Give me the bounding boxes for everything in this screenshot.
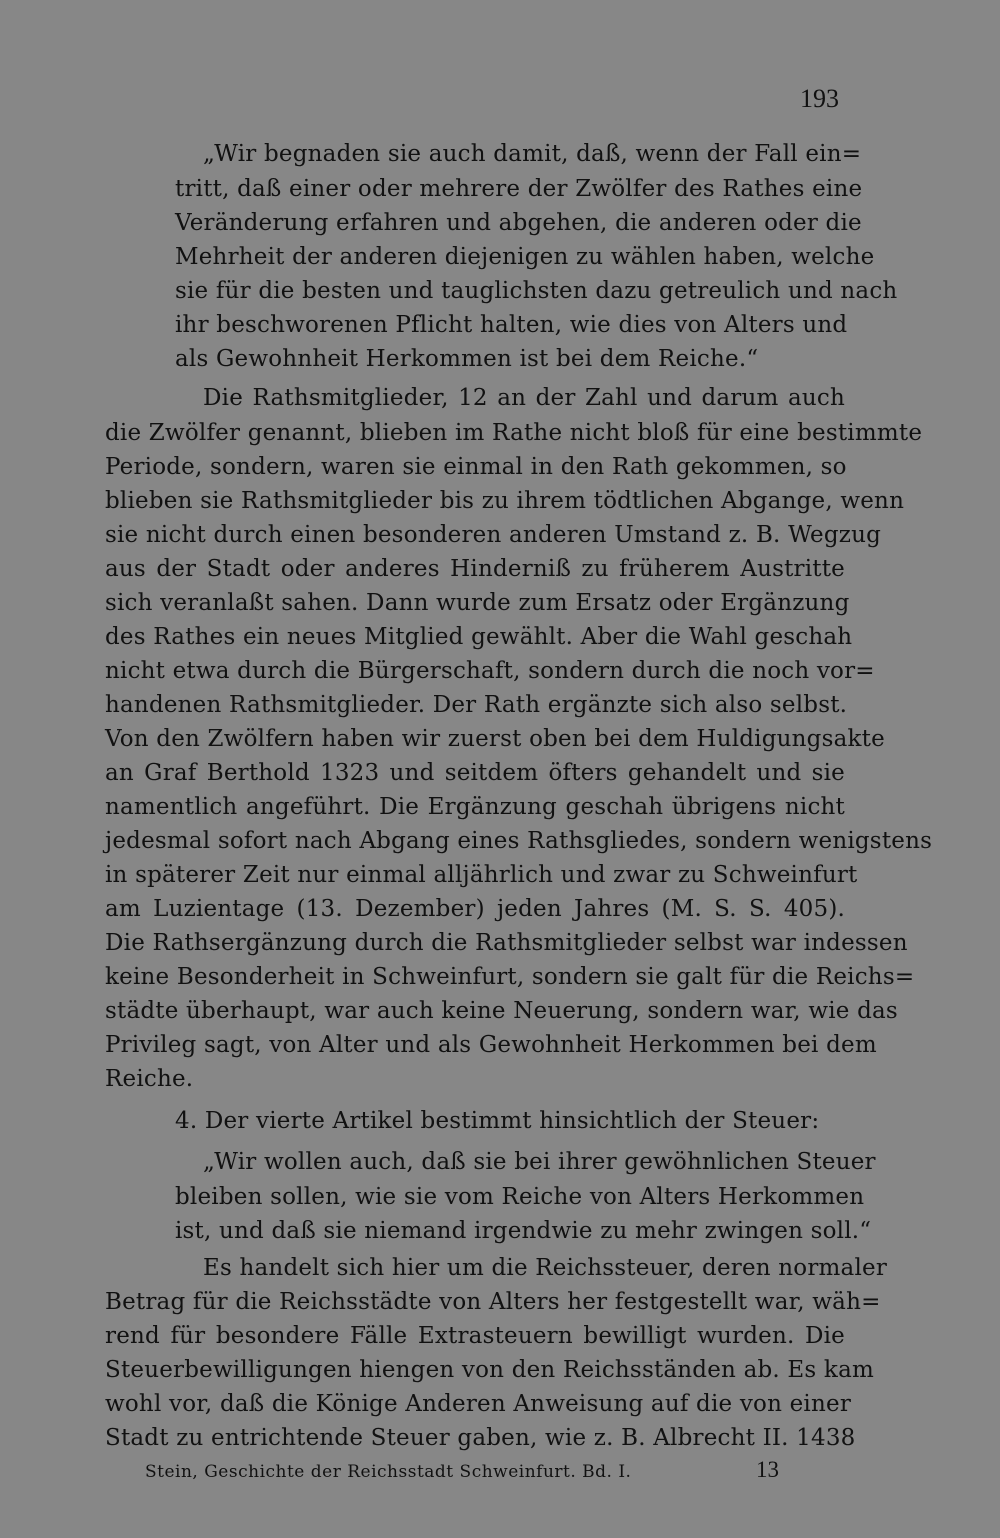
paragraph-line: sie nicht durch einen besonderen anderen Umstand z. B. Wegzug [105,522,882,548]
paragraph-line: blieben sie Rathsmitglieder bis zu ihrem tödtlichen Abgange, wenn [105,488,905,514]
quote-line: Veränderung erfahren und abgehen, die anderen oder die [175,210,862,236]
quote-line: als Gewohnheit Herkommen ist bei dem Reiche.“ [175,346,759,372]
quote-line: ihr beschworenen Pflicht halten, wie dies von Alters und [175,312,848,338]
paragraph-line: namentlich angeführt. Die Ergänzung geschah übrigens nicht [105,794,845,820]
paragraph-line: 4. Der vierte Artikel bestimmt hinsichtlich der Steuer: [175,1108,820,1134]
paragraph-line: am Luzientage (13. Dezember) jeden Jahres (M. S. S. 405). [105,896,845,922]
paragraph-line: Die Rathsmitglieder, 12 an der Zahl und darum auch [203,385,845,411]
footer-sheet-number: 13 [756,1457,779,1482]
paragraph-line: Steuerbewilligungen hiengen von den Reichsständen ab. Es kam [105,1357,874,1383]
paragraph-line: Privileg sagt, von Alter und als Gewohnheit Herkommen bei dem [105,1032,877,1058]
footer-signature: Stein, Geschichte der Reichsstadt Schweinfurt. Bd. I. [145,1462,632,1482]
paragraph-line: Reiche. [105,1066,194,1092]
paragraph-line: des Rathes ein neues Mitglied gewählt. Aber die Wahl geschah [105,624,853,650]
paragraph-line: Periode, sondern, waren sie einmal in den Rath gekommen, so [105,454,847,480]
paragraph-line: an Graf Berthold 1323 und seitdem öfters gehandelt und sie [105,760,845,786]
paragraph-line: nicht etwa durch die Bürgerschaft, sondern durch die noch vor= [105,658,875,684]
quote-line: bleiben sollen, wie sie vom Reiche von Alters Herkommen [175,1184,865,1210]
paragraph-line: Betrag für die Reichsstädte von Alters her festgestellt war, wäh= [105,1289,881,1315]
paragraph-line: Von den Zwölfern haben wir zuerst oben bei dem Huldigungsakte [105,726,885,752]
paragraph-line: wohl vor, daß die Könige Anderen Anweisung auf die von einer [105,1391,852,1417]
paragraph-line: städte überhaupt, war auch keine Neuerung, sondern war, wie das [105,998,898,1024]
quote-line: Mehrheit der anderen diejenigen zu wählen haben, welche [175,244,875,270]
paragraph-line: aus der Stadt oder anderes Hinderniß zu früherem Austritte [105,556,845,582]
paragraph-line: in späterer Zeit nur einmal alljährlich und zwar zu Schweinfurt [105,862,858,888]
paragraph-line: sich veranlaßt sahen. Dann wurde zum Ersatz oder Ergänzung [105,590,850,616]
paragraph-line: die Zwölfer genannt, blieben im Rathe nicht bloß für eine bestimmte [105,420,923,446]
paragraph-line: Stadt zu entrichtende Steuer gaben, wie z. B. Albrecht II. 1438 [105,1425,856,1451]
paragraph-line: keine Besonderheit in Schweinfurt, sondern sie galt für die Reichs= [105,964,915,990]
paragraph-line: Die Rathsergänzung durch die Rathsmitglieder selbst war indessen [105,930,908,956]
quote-line: ist, und daß sie niemand irgendwie zu mehr zwingen soll.“ [175,1218,872,1244]
page-number: 193 [800,84,839,113]
quote-line: tritt, daß einer oder mehrere der Zwölfer des Rathes eine [175,176,863,202]
paragraph-line: handenen Rathsmitglieder. Der Rath ergänzte sich also selbst. [105,692,848,718]
paragraph-line: Es handelt sich hier um die Reichssteuer, deren normaler [203,1255,888,1281]
paragraph-line: rend für besondere Fälle Extrasteuern bewilligt wurden. Die [105,1323,845,1349]
paragraph-line: jedesmal sofort nach Abgang eines Rathsgliedes, sondern wenigstens [105,828,933,854]
quote-line: „Wir begnaden sie auch damit, daß, wenn der Fall ein= [203,141,862,167]
quote-line: „Wir wollen auch, daß sie bei ihrer gewöhnlichen Steuer [203,1149,876,1175]
quote-line: sie für die besten und tauglichsten dazu getreulich und nach [175,278,898,304]
